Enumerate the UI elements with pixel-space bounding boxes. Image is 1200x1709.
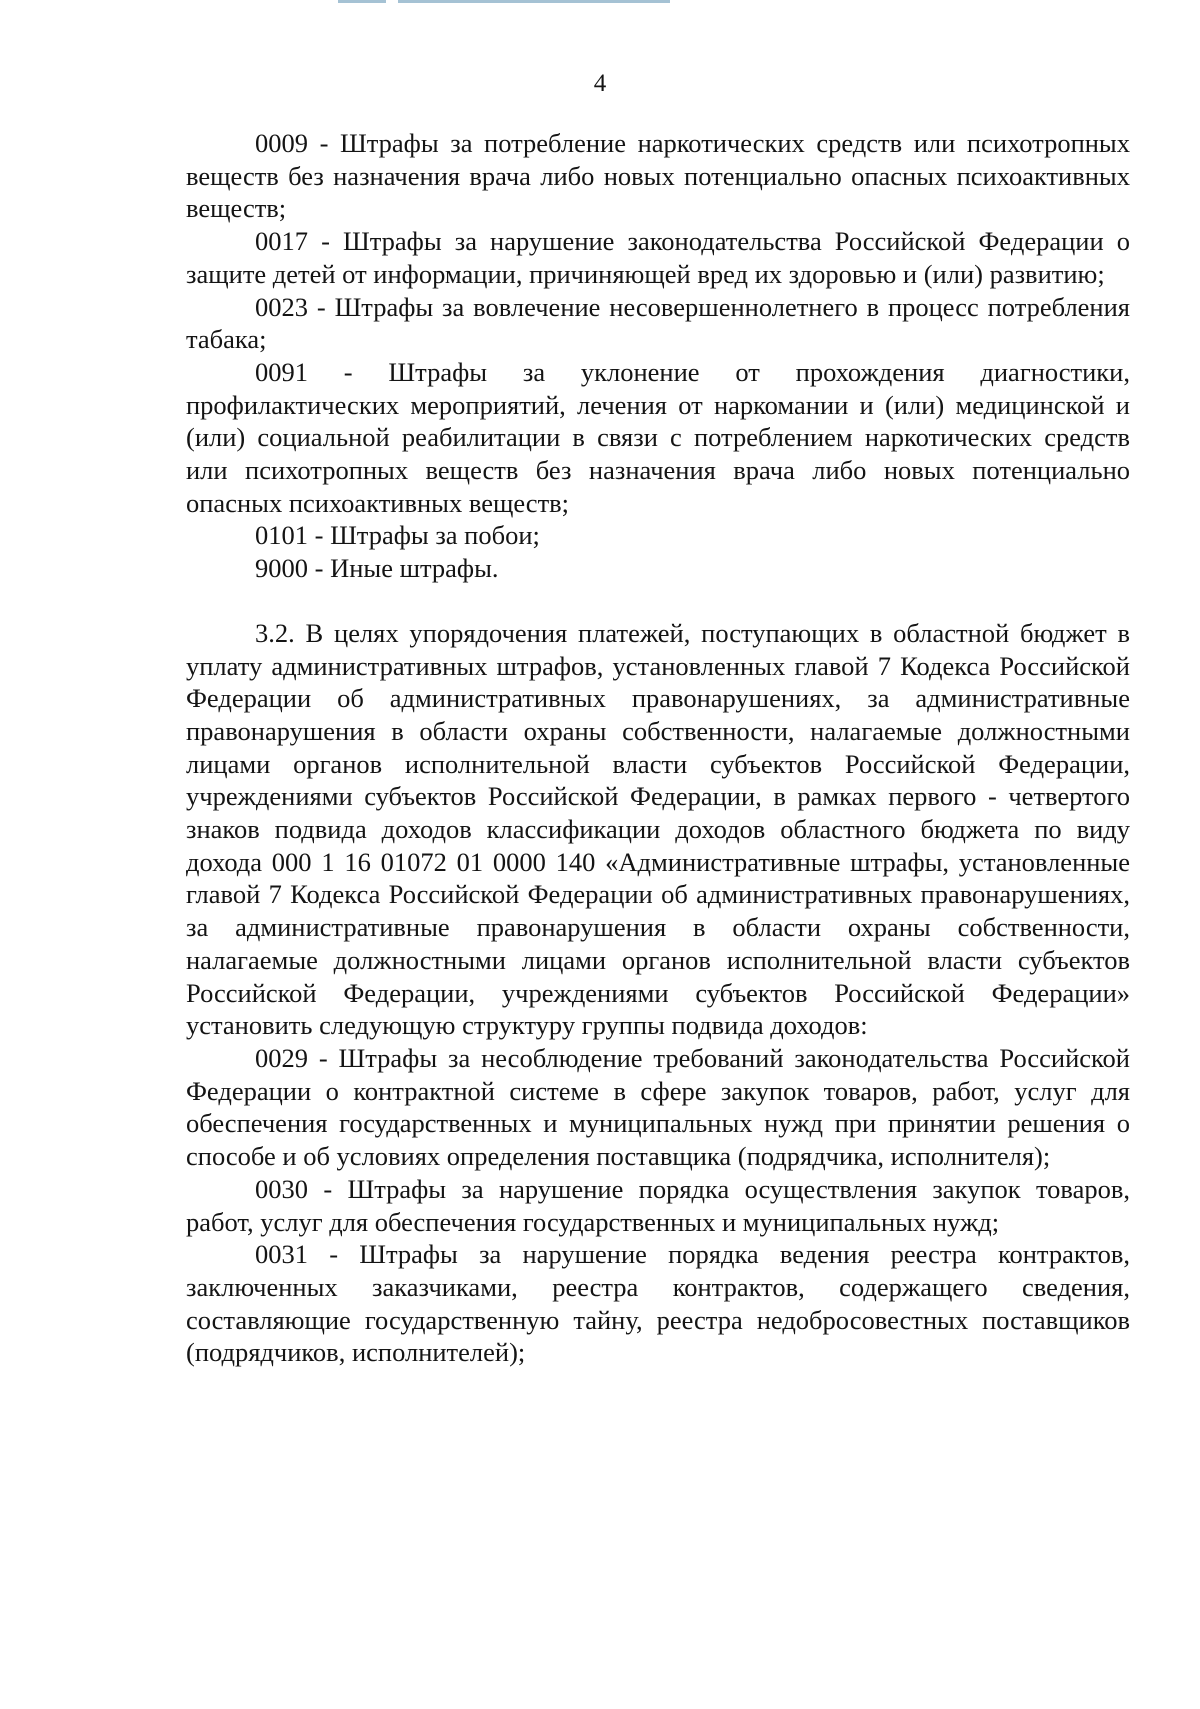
paragraph-0023: 0023 - Штрафы за вовлечение несовершеннолетнего в процесс потребления табака; bbox=[186, 291, 1130, 355]
paragraph-0017: 0017 - Штрафы за нарушение законодательства Российской Федерации о защите детей от информации, причиняющей вред их здоровью и (или) развитию; bbox=[186, 226, 1130, 289]
scan-artifact bbox=[398, 0, 670, 3]
document-body bbox=[186, 127, 1130, 1369]
paragraph-0030: 0030 - Штрафы за нарушение порядка осуществления закупок товаров, работ, услуг для обеспечения государственных и муниципальных нужд; bbox=[186, 1173, 1130, 1237]
paragraph-0029: 0029 - Штрафы за несоблюдение требований законодательства Российской Федерации о контрактной системе в сфере закупок товаров, работ, услуг для обеспечения государственных и муниципальных нужд при принятии решения о способе и об условиях определения поставщика (подрядчика, исполнителя); bbox=[186, 1042, 1130, 1172]
paragraph-0101: 0101 - Штрафы за побои; bbox=[255, 520, 540, 551]
paragraph-0091: 0091 - Штрафы за уклонение от прохождения диагностики, профилактических мероприятий, лечения от наркомании и (или) медицинской и (или) социальной реабилитации в связи с потреблением наркотических средств или психотропных веществ без назначения врача либо новых потенциально опасных психоактивных веществ; bbox=[186, 356, 1130, 518]
paragraph-0009: 0009 - Штрафы за потребление наркотических средств или психотропных веществ без назначения врача либо новых потенциально опасных психоактивных веществ; bbox=[186, 128, 1130, 224]
paragraph-0031: 0031 - Штрафы за нарушение порядка ведения реестра контрактов, заключенных заказчиками, реестра контрактов, содержащего сведения, составляющие государственную тайну, реестра недобросовестных поставщиков (подрядчиков, исполнителей); bbox=[186, 1239, 1130, 1368]
paragraph-3-2: 3.2. В целях упорядочения платежей, поступающих в областной бюджет в уплату административных штрафов, установленных главой 7 Кодекса Российской Федерации об административных правонарушениях, за административные правонарушения в области охраны собственности, налагаемые должностными лицами органов исполнительной власти субъектов Российской Федерации, учреждениями субъектов Российской Федерации, в рамках первого - четвертого знаков подвида доходов классификации доходов областного бюджета по виду дохода 000 1 16 01072 01 0000 140 «Административные штрафы, установленные главой 7 Кодекса Российской Федерации об административных правонарушениях, за административные правонарушения в области охраны собственности, налагаемые должностными лицами органов исполнительной власти субъектов Российской Федерации, учреждениями субъектов Российской Федерации» установить следующую структуру группы подвида доходов: bbox=[186, 617, 1130, 1041]
scan-artifact bbox=[338, 0, 386, 3]
section-spacer bbox=[186, 585, 1130, 617]
page-number: 4 bbox=[593, 70, 607, 97]
paragraph-9000: 9000 - Иные штрафы. bbox=[255, 553, 499, 584]
